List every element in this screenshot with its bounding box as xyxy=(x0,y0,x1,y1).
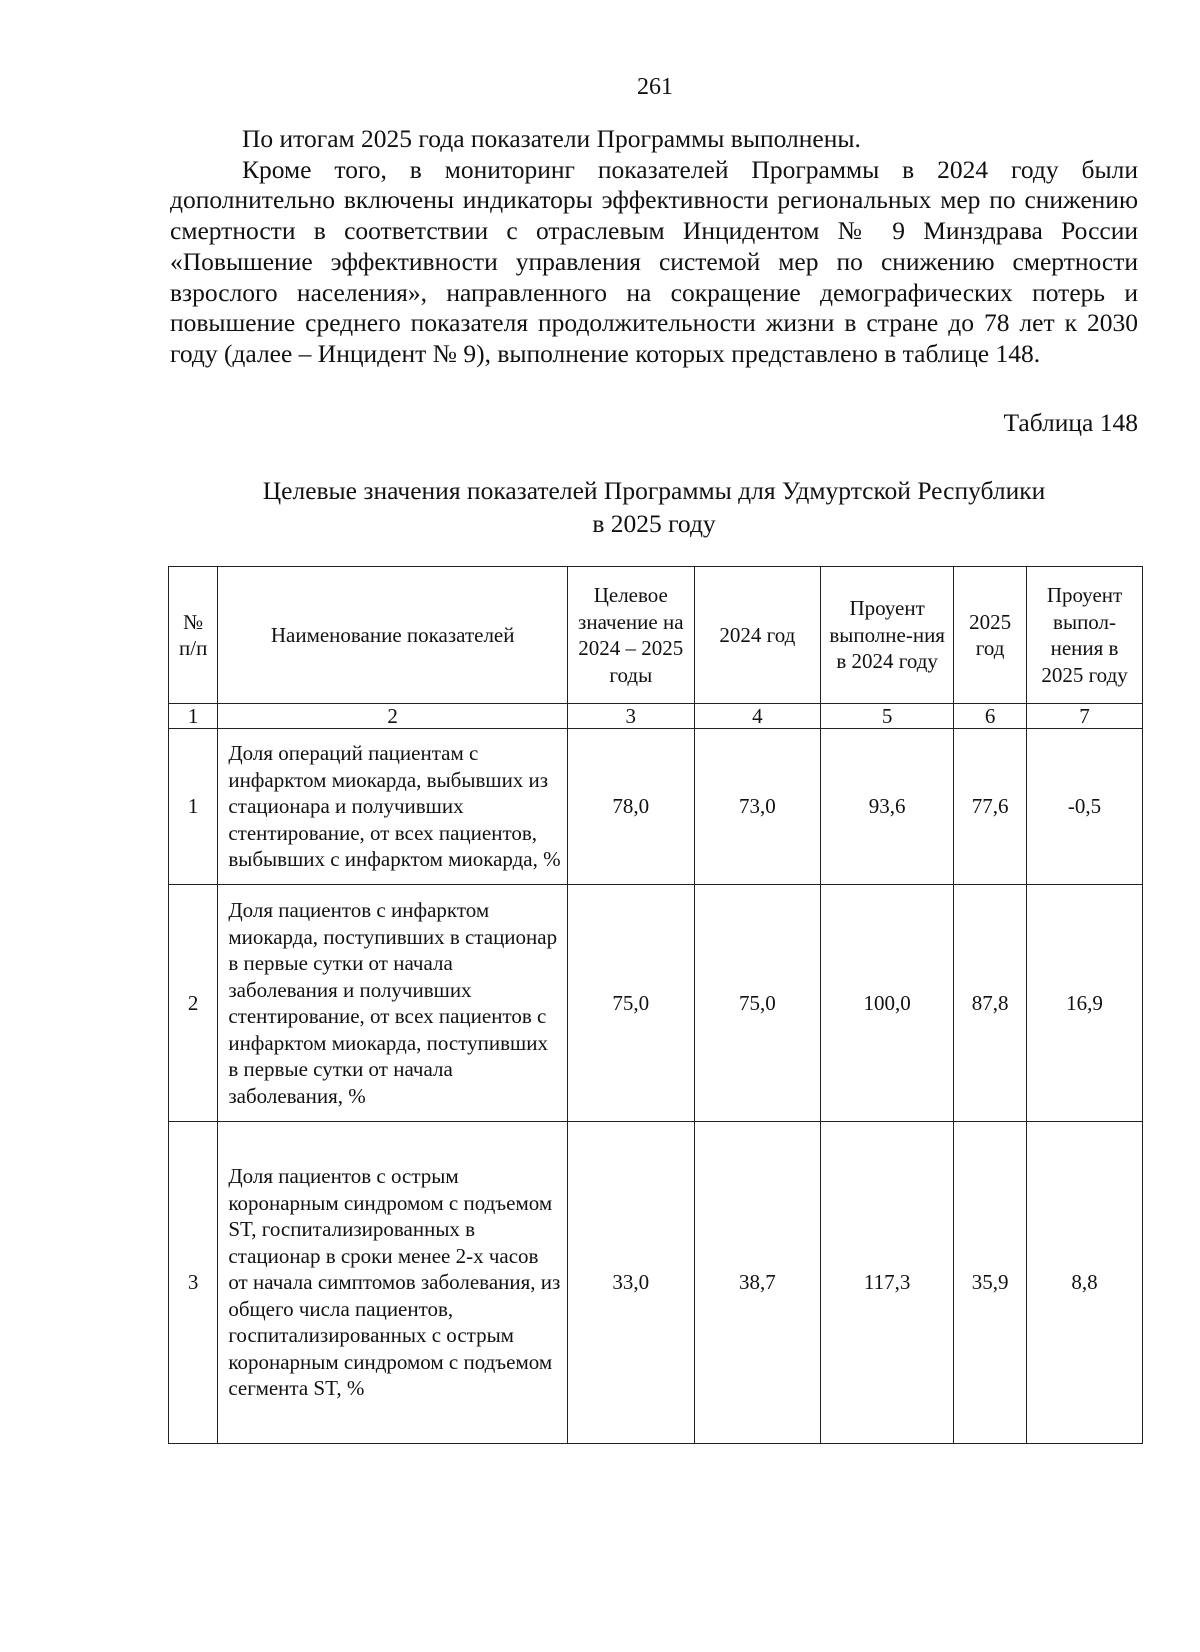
indicator-name: Доля операций пациентам с инфарктом миокарда, выбывших из стационара и получивших стентирование, от всех пациентов, выбывших с инфарктом миокарда, % xyxy=(218,729,568,885)
percent-2025: 8,8 xyxy=(1027,1122,1143,1444)
column-header-2025: 2025 год xyxy=(954,567,1027,704)
column-header-pct-2025: Проуент выпол-нения в 2025 году xyxy=(1027,567,1143,704)
column-header-2024: 2024 год xyxy=(694,567,821,704)
column-header-number: № п/п xyxy=(169,567,218,704)
table-title-line: в 2025 году xyxy=(592,509,716,538)
value-2024: 73,0 xyxy=(694,729,821,885)
indicator-name: Доля пациентов с острым коронарным синдромом с подъемом ST, госпитализированных в стационар в сроки менее 2-х часов от начала симптомов заболевания, из общего числа пациентов, госпитализированных с острым коронарным синдромом с подъемом сегмента ST, % xyxy=(218,1122,568,1444)
target-value: 33,0 xyxy=(568,1122,695,1444)
column-number: 3 xyxy=(568,704,695,729)
page-number: 261 xyxy=(637,74,673,100)
percent-2024: 117,3 xyxy=(821,1122,954,1444)
percent-2025: 16,9 xyxy=(1027,885,1143,1122)
column-header-name: Наименование показателей xyxy=(218,567,568,704)
column-header-target: Целевое значение на 2024 – 2025 годы xyxy=(568,567,695,704)
table-row xyxy=(169,1122,1143,1444)
column-number: 5 xyxy=(821,704,954,729)
table-title xyxy=(170,474,1138,540)
paragraph: По итогам 2025 года показатели Программы выполнены. xyxy=(242,124,861,153)
column-number: 4 xyxy=(694,704,821,729)
column-number: 1 xyxy=(169,704,218,729)
value-2024: 75,0 xyxy=(694,885,821,1122)
value-2025: 77,6 xyxy=(954,729,1027,885)
row-number: 2 xyxy=(169,885,218,1122)
percent-2025: -0,5 xyxy=(1027,729,1143,885)
table-header-row xyxy=(169,567,1143,704)
column-number: 6 xyxy=(954,704,1027,729)
table-label: Таблица 148 xyxy=(1003,408,1138,437)
column-number-row xyxy=(169,704,1143,729)
table-title-line: Целевые значения показателей Программы для Удмуртской Республики xyxy=(262,476,1046,505)
target-value: 78,0 xyxy=(568,729,695,885)
percent-2024: 100,0 xyxy=(821,885,954,1122)
value-2025: 87,8 xyxy=(954,885,1027,1122)
table-row xyxy=(169,729,1143,885)
body-text xyxy=(170,124,1138,370)
value-2025: 35,9 xyxy=(954,1122,1027,1444)
indicators-table xyxy=(168,566,1143,1444)
row-number: 1 xyxy=(169,729,218,885)
row-number: 3 xyxy=(169,1122,218,1444)
value-2024: 38,7 xyxy=(694,1122,821,1444)
percent-2024: 93,6 xyxy=(821,729,954,885)
target-value: 75,0 xyxy=(568,885,695,1122)
column-number: 2 xyxy=(218,704,568,729)
table-row xyxy=(169,885,1143,1122)
column-number: 7 xyxy=(1027,704,1143,729)
paragraph: Кроме того, в мониторинг показателей Программы в 2024 году были дополнительно включены индикаторы эффективности региональных мер по снижению смертности в соответствии с отраслевым Инцидентом № 9 Минздрава России «Повышение эффективности управления системой мер по снижению смертности взрослого населения», направленного на сокращение демографических потерь и повышение среднего показателя продолжительности жизни в стране до 78 лет к 2030 году (далее – Инцидент № 9), выполнение которых представлено в таблице 148. xyxy=(170,154,1138,368)
column-header-pct-2024: Проуент выполне-ния в 2024 году xyxy=(821,567,954,704)
indicator-name: Доля пациентов с инфарктом миокарда, поступивших в стационар в первые сутки от начала заболевания и получивших стентирование, от всех пациентов с инфарктом миокарда, поступивших в первые сутки от начала заболевания, % xyxy=(218,885,568,1122)
